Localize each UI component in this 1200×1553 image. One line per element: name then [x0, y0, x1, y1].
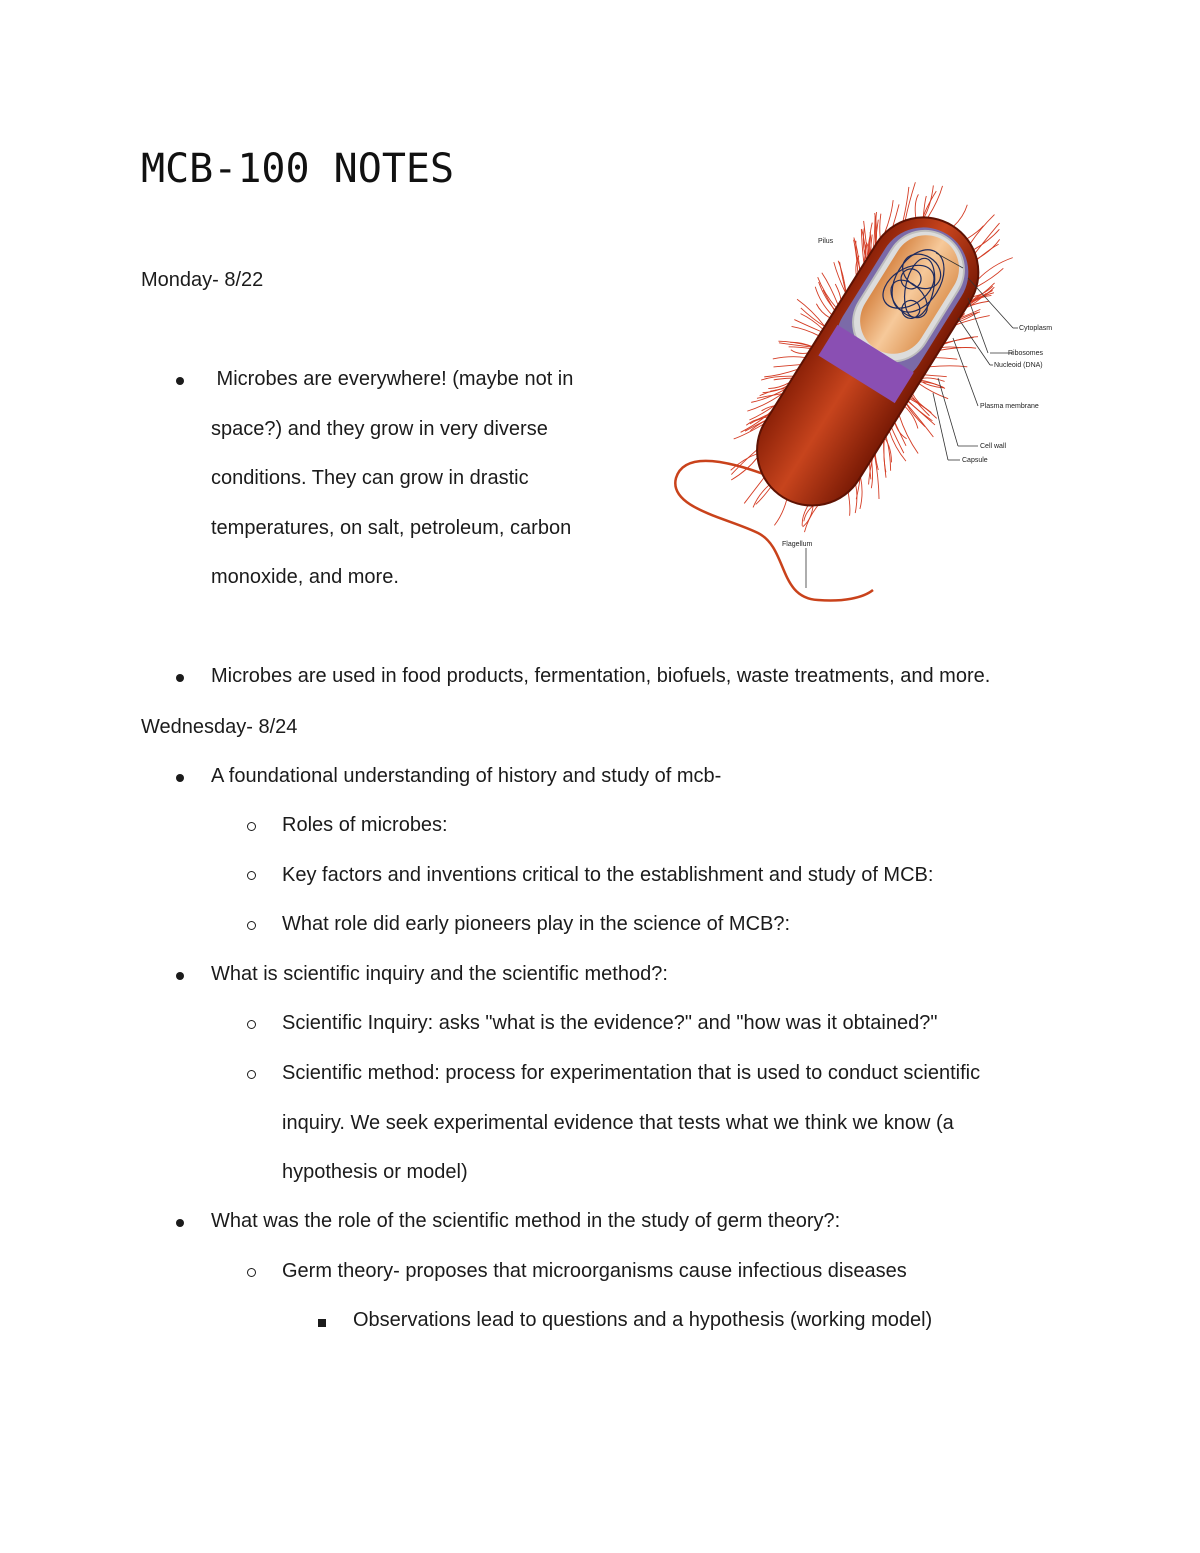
monday-bullet1-line1: Microbes are everywhere! (maybe not in — [211, 368, 574, 390]
nucleoid-label: Nucleoid (DNA) — [994, 362, 1043, 369]
bullet-dot — [176, 1219, 184, 1227]
pilus-hair — [773, 357, 805, 359]
circle-bullet — [247, 822, 256, 831]
monday-bullet1-line5: monoxide, and more. — [211, 566, 399, 588]
pilus-hair — [774, 499, 786, 525]
circle-bullet — [247, 1020, 256, 1029]
wed-bullet2: What is scientific inquiry and the scientific method?: — [211, 963, 668, 985]
wednesday-heading: Wednesday- 8/24 — [141, 716, 298, 738]
pilus-hair — [885, 438, 892, 462]
pilus-hair — [848, 492, 850, 516]
pilus-hair — [873, 216, 875, 249]
pilus-hair — [860, 477, 862, 509]
monday-bullet2: Microbes are used in food products, fermentation, biofuels, waste treatments, and more. — [211, 665, 991, 687]
cytoplasm-label: Cytoplasm — [1019, 325, 1053, 332]
monday-bullet1-line2: space?) and they grow in very diverse — [211, 418, 548, 440]
wed-b3-sub1: Germ theory- proposes that microorganisms cause infectious diseases — [282, 1260, 907, 1282]
pilus-hair — [953, 205, 967, 227]
pilus-hair — [756, 487, 771, 504]
pilus-hair — [975, 223, 1000, 253]
wed-b2-sub2-line2: inquiry. We seek experimental evidence that tests what we think we know (a — [282, 1112, 954, 1134]
pilus-hair — [835, 284, 841, 300]
wed-bullet3: What was the role of the scientific method in the study of germ theory?: — [211, 1210, 841, 1232]
monday-bullet1-line4: temperatures, on salt, petroleum, carbon — [211, 517, 572, 539]
pilus-hair — [978, 258, 1013, 280]
pilus-hair — [929, 366, 967, 367]
pilus-hair — [774, 378, 793, 380]
wed-b1-sub3: What role did early pioneers play in the science of MCB?: — [282, 913, 791, 935]
circle-bullet — [247, 921, 256, 930]
circle-bullet — [247, 871, 256, 880]
circle-bullet — [247, 1268, 256, 1277]
capsule-label: Capsule — [962, 457, 988, 464]
wed-b3-sub1-sub1: Observations lead to questions and a hypothesis (working model) — [353, 1309, 933, 1331]
flagellum-label: Flagellum — [782, 541, 813, 548]
pilus-hair — [895, 422, 906, 446]
wed-b2-sub2-line1: Scientific method: process for experimentation that is used to conduct scientific — [282, 1062, 981, 1084]
pilus-hair — [935, 358, 957, 360]
circle-bullet — [247, 1070, 256, 1079]
pilus-hair — [804, 505, 818, 532]
pilus-hair — [792, 326, 819, 335]
monday-heading: Monday- 8/22 — [141, 269, 264, 291]
bacterium-diagram — [668, 178, 1088, 608]
ribosomes-label: Ribosomes — [1008, 350, 1044, 357]
monday-bullet1-line3: conditions. They can grow in drastic — [211, 467, 529, 489]
pilus-hair — [940, 348, 977, 351]
bullet-dot — [176, 972, 184, 980]
pilus-hair — [774, 365, 801, 367]
pilus-hair — [970, 215, 994, 244]
pilus-hair — [976, 268, 1003, 287]
pilus-hair — [941, 347, 961, 348]
pilus-hair — [791, 350, 808, 354]
pilus-hair — [874, 454, 879, 499]
page-title: MCB-100 NOTES — [141, 146, 455, 192]
wed-bullet1: A foundational understanding of history and study of mcb- — [211, 765, 722, 787]
pilus-hair — [803, 506, 814, 527]
cell-wall-label: Cell wall — [980, 443, 1007, 450]
square-bullet — [318, 1319, 326, 1327]
bullet-dot — [176, 674, 184, 682]
wed-b2-sub1: Scientific Inquiry: asks "what is the evidence?" and "how was it obtained?" — [282, 1012, 938, 1034]
pilus-hair — [915, 194, 918, 218]
pilus-hair — [889, 431, 906, 461]
pilus-hair — [977, 239, 1000, 259]
pilus-hair — [801, 314, 823, 330]
pilus-hair — [924, 375, 947, 377]
pilus-hair — [840, 262, 846, 293]
wed-b1-sub2: Key factors and inventions critical to the establishment and study of MCB: — [282, 864, 934, 886]
pilus-hair — [884, 440, 886, 478]
pilus-hair — [973, 229, 999, 250]
plasma-membrane-label: Plasma membrane — [980, 403, 1039, 410]
bullet-dot — [176, 774, 184, 782]
bullet-dot — [176, 377, 184, 385]
pilus-hair — [880, 214, 881, 239]
wed-b2-sub2-line3: hypothesis or model) — [282, 1161, 468, 1183]
pilus-hair — [912, 394, 929, 411]
pilus-label: Pilus — [818, 238, 834, 245]
wed-b1-sub1: Roles of microbes: — [282, 814, 448, 836]
pilus-hair — [789, 347, 811, 349]
